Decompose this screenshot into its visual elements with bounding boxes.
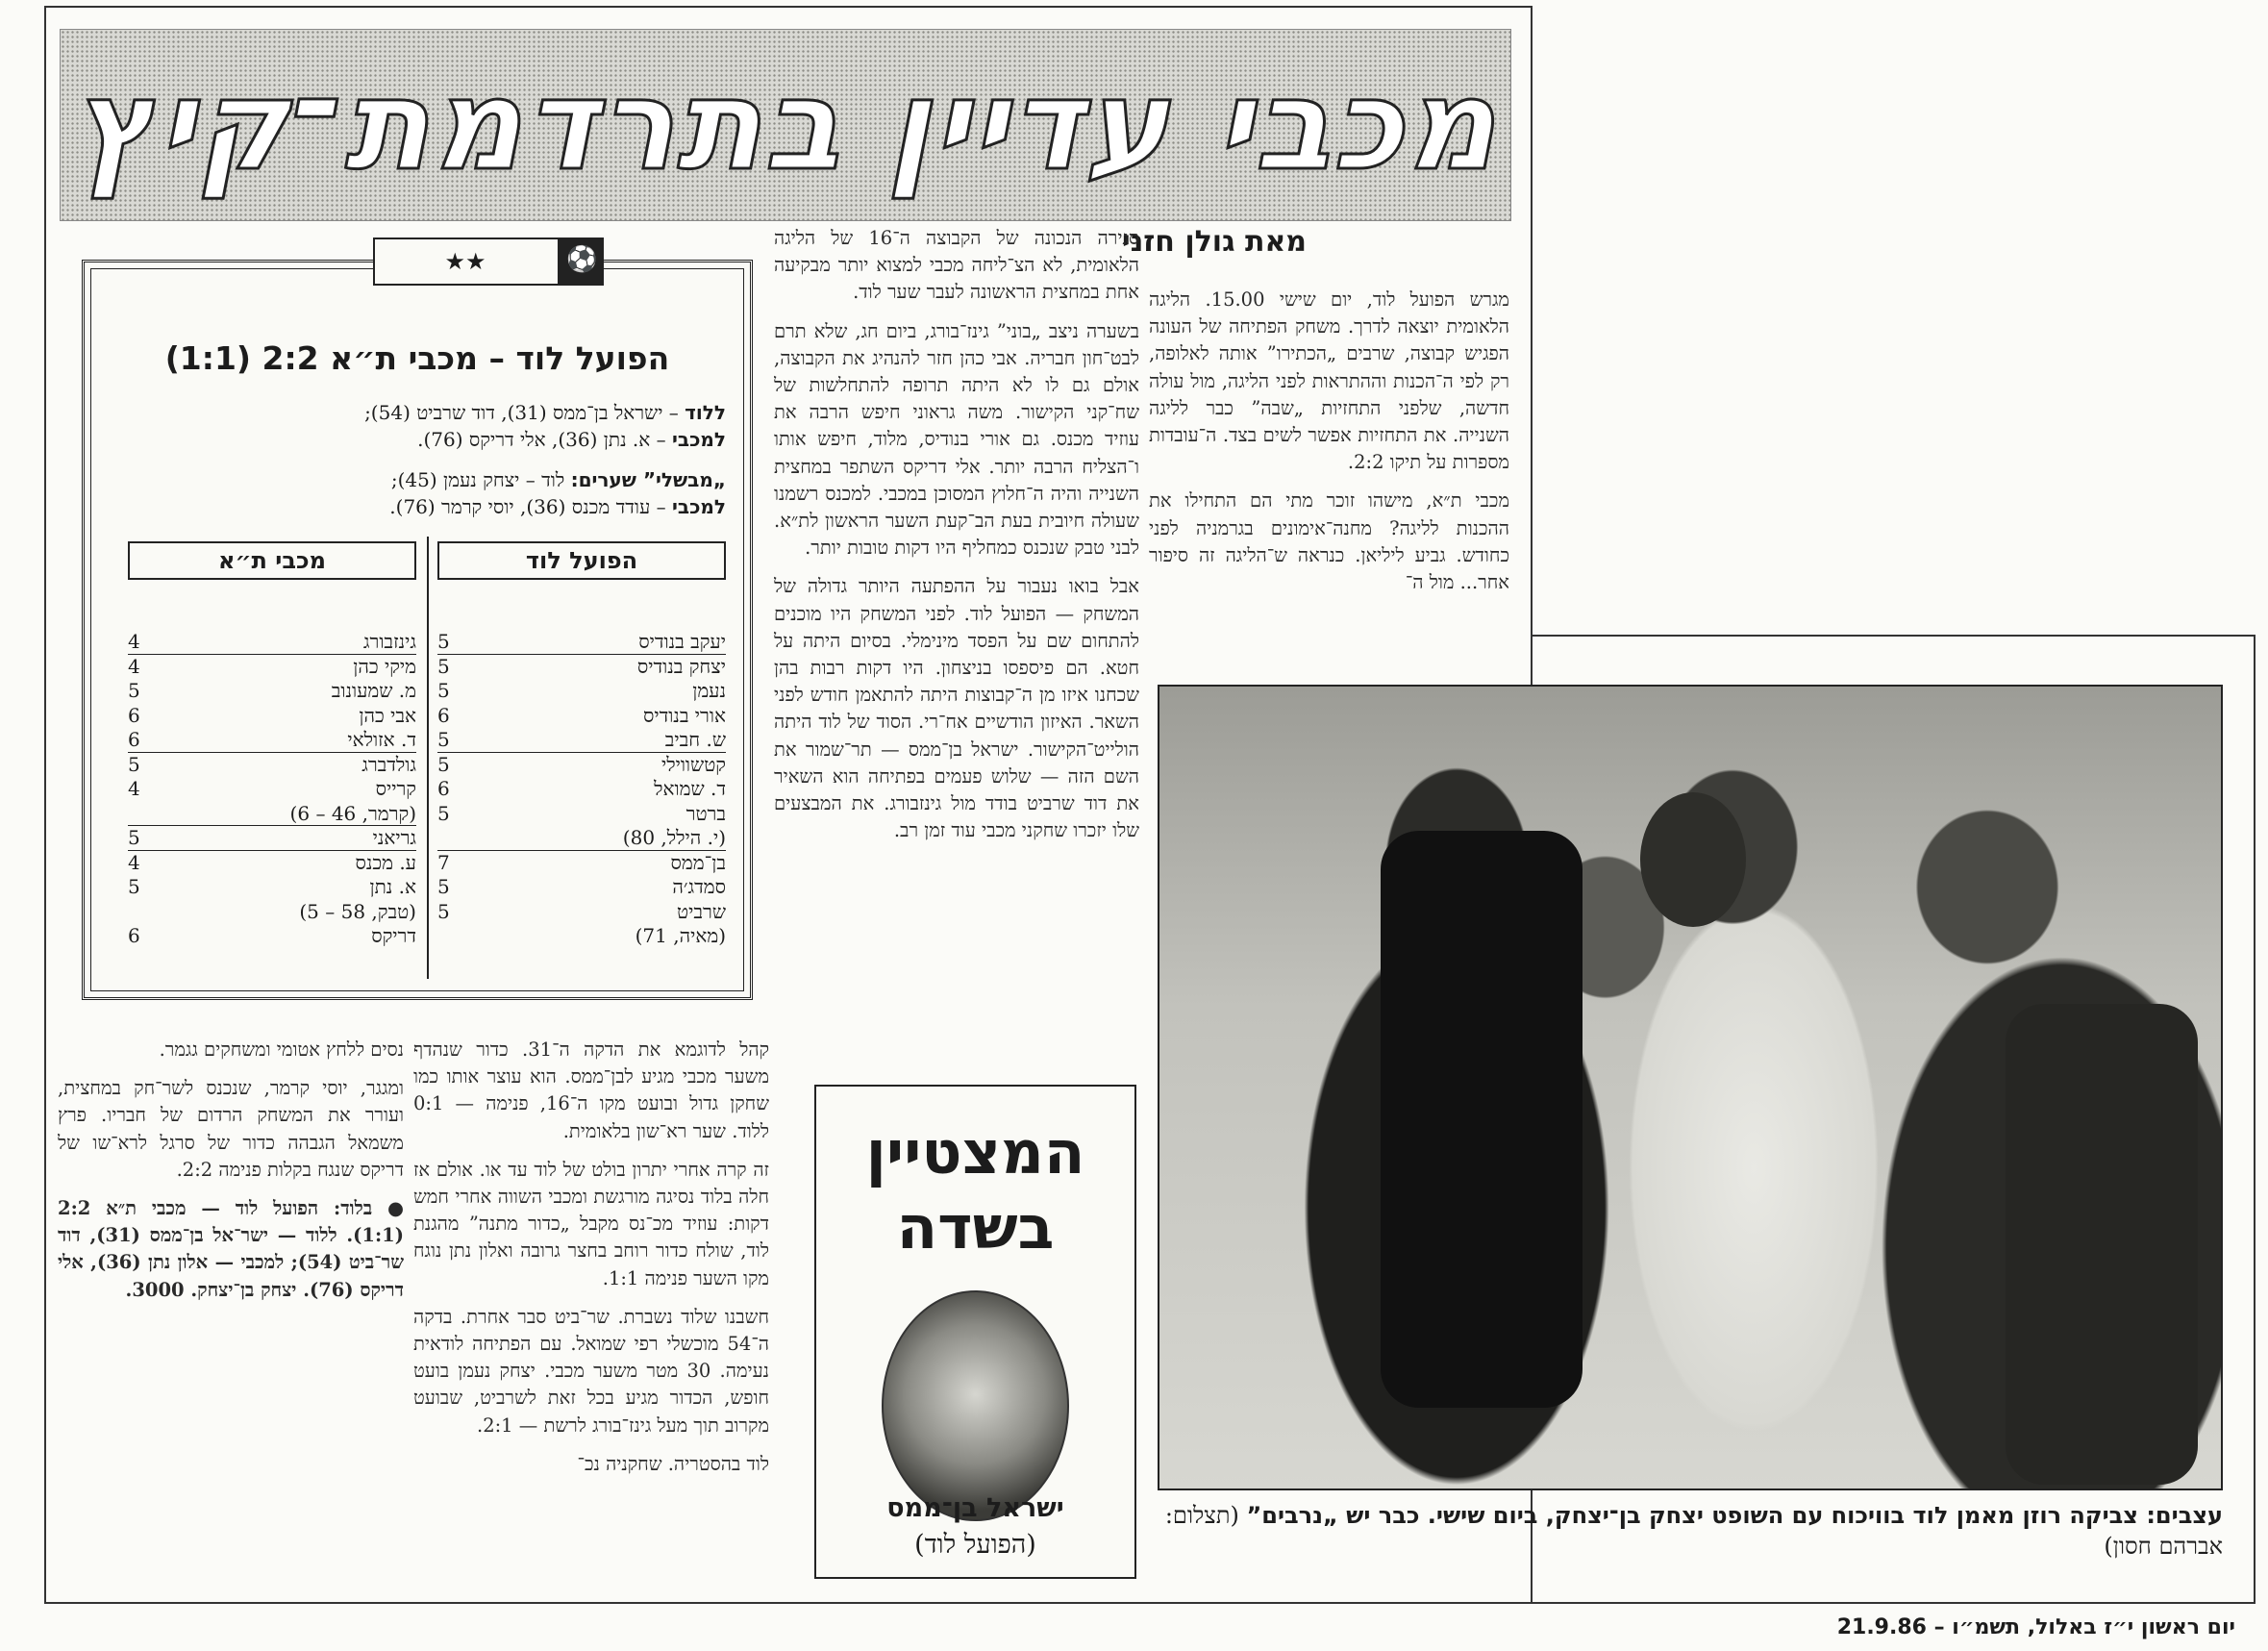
player-row (128, 924, 416, 949)
maccabi-player-list (128, 630, 416, 949)
headline-banner (60, 29, 1511, 221)
player-row (437, 851, 726, 876)
player-name: נעמן (692, 679, 726, 702)
player-name: קרייס (375, 777, 416, 800)
match-photo (1158, 685, 2223, 1490)
player-row (437, 753, 726, 778)
player-name: יעקב בנודיס (638, 630, 726, 653)
player-grade: 6 (128, 924, 140, 947)
player-portrait (882, 1290, 1069, 1521)
maccabi-assists: – עודד מכנס (36), יוסי קרמר (76). (389, 495, 672, 518)
player-name: א. נתן (369, 875, 416, 898)
player-name: קטשווילי (660, 752, 726, 776)
lineup-divider (427, 537, 429, 979)
player-row (437, 875, 726, 900)
headline: מכבי עדיין בתרדמת־קיץ (73, 52, 1498, 198)
paragraph: נסים ללחץ אטומי ומשחקים גגמר. (159, 1038, 404, 1061)
player-grade: 6 (128, 728, 140, 751)
player-of-match-box (814, 1085, 1136, 1579)
player-name: יצחק בנודיס (636, 654, 726, 678)
paragraph: זה קרה אחרי יתרון בולט של לוד עד או. אולם אז חלה בלוד נסיגה מורגשת ומכבי השווה אחרי חמש דקות: עוזיד מכ־נס מקבל „כדור מתנה” מהגנת לוד, שולח כדור רוחב בחצר גרובה ואלון נתן נוגח מקו השער פנימה 1:1. (413, 1158, 769, 1289)
player-grade: 4 (128, 777, 140, 800)
player-name: (מאיה, 71) (635, 924, 726, 947)
player-name: גינזבורג (362, 630, 416, 653)
player-row (128, 900, 416, 925)
player-grade: 4 (128, 654, 140, 678)
player-grade: 5 (437, 899, 450, 923)
player-row (128, 875, 416, 900)
lineup-maccabi-ta (128, 541, 416, 949)
linesman-figure (2006, 1004, 2198, 1485)
player-grade: 5 (128, 875, 140, 898)
player-name: גולדברג (361, 752, 416, 776)
paragraph: לוד בהסטריה. שחקניה נכ־ (577, 1452, 769, 1475)
article-column-1 (1149, 287, 1509, 652)
team-heading-maccabi: מכבי ת״א (128, 541, 416, 580)
paragraph: קהל לדוגמא את הדקה ה־31. כדור שנהדף משער מכבי מגיע לבן־ממס. הוא עוצר אותו כמו שחקן גדול ובועט מקו ה־16, פנימה — 0:1 ללוד. שער רא־שון בלאומית. (413, 1038, 769, 1142)
player-name: ברטר (685, 801, 726, 825)
player-grade: 4 (128, 850, 140, 874)
player-grade: 5 (128, 752, 140, 776)
player-grade: 6 (128, 703, 140, 727)
rating-stars: ★★ (444, 248, 486, 275)
player-name: (קרמר, 46 – 6) (289, 801, 416, 825)
player-name: גריאני (372, 826, 416, 849)
player-row (128, 630, 416, 655)
player-grade: 6 (437, 703, 450, 727)
player-row (437, 900, 726, 925)
title-line: המצטיין (865, 1117, 1085, 1188)
player-name: (י. הילל, 80) (622, 826, 726, 849)
player-name: שרביט (677, 899, 726, 923)
player-name: ד. שמואל (654, 777, 726, 800)
player-name: ד. אזולאי (347, 728, 416, 751)
player-name: מיקי כהן (353, 654, 416, 678)
player-row (437, 704, 726, 729)
player-row (437, 777, 726, 802)
player-row (437, 826, 726, 851)
article-column-4 (58, 1037, 404, 1556)
lod-goals: – ישראל בן־ממס (31), דוד שרביט (54); (364, 401, 685, 424)
player-row (128, 777, 416, 802)
player-grade: 5 (437, 679, 450, 702)
article-column-3 (413, 1037, 769, 1546)
match-scorebox (82, 248, 753, 1000)
football-icon (558, 239, 602, 284)
maccabi-label: למכבי (672, 428, 726, 451)
maccabi-goals: – א. נתן (36), אלי דריקס (76). (417, 428, 672, 451)
article-column-2 (774, 225, 1139, 1033)
player-grade: 7 (437, 850, 450, 874)
paragraph: מגרש הפועל לוד, יום שישי 15.00. הליגה הלאומית יוצאה לדרך. משחק הפתיחה של העונה הפגיש קבוצה, שרבים „הכתירו” אותה לאלופה, רק לפי ה־הכנות וההתראות לפני הליגה, מול עולה חדשה, שלפני התחזיות „שבה” כבר לליגה השנייה. את התחזיות אפשר לשים בצד. ה־עובדות מספרות על תיקו 2:2. (1149, 288, 1509, 474)
player-name: סמדג׳ה (672, 875, 726, 898)
player-grade: 5 (437, 752, 450, 776)
photo-caption (1158, 1500, 2223, 1562)
player-name: דריקס (371, 924, 416, 947)
coach-head (1640, 792, 1746, 927)
player-grade: 5 (437, 875, 450, 898)
player-grade: 5 (437, 801, 450, 825)
player-grade: 5 (128, 826, 140, 849)
byline: מאת גולן חזני (1121, 225, 1307, 259)
match-title: הפועל לוד – מכבי ת״א 2:2 (1:1) (164, 339, 670, 377)
paragraph: בשערה ניצב „בוני” גינז־בורג, ביום חג, שלא תרם לבט־חון חבריה. אבי כהן חזר להנהיג את הקבוצה, אולם גם לו לא היתה תרופה להתחלשות של שח־קני הקישור. משה גראוני חיפש הרבה את עוזיד מכנס. גם אורי בנודיס, מלוד, חיפש אותו ו־הצליח הרבה יותר. אלי דריקס השתפר במחצית השנייה והיה ה־חלוץ המסוכן במכבי. למכנס רשמנו שעולה חיובית בעת הב־קעת השער הראשון לת״א. לבני טבק שנכנס כמחליף היו דקות טובות יותר. (774, 319, 1139, 560)
player-grade: 4 (128, 630, 140, 653)
player-grade: 6 (437, 777, 450, 800)
caption-text: צביקה רוזן מאמן לוד בוויכוח עם השופט יצחק בן־יצחק, ביום שישי. כבר יש „נרבים” (1246, 1502, 2147, 1529)
scorebox-header (373, 238, 604, 286)
referee-figure (1381, 831, 1583, 1408)
paragraph: מכבי ת״א, מישהו זוכר מתי הם התחילו את ההכנות לליגה? מחנה־אימונים בגרמניה לפני כחודש. גביע ליליאן. כנראה ש־הליגה זה סיפור אחר... מול ה־ (1149, 489, 1509, 594)
maccabi-assists-label: למכבי (672, 495, 726, 518)
player-grade: 5 (437, 728, 450, 751)
player-name: אורי בנודיס (642, 703, 726, 727)
player-row (128, 753, 416, 778)
player-name: ישראל בן־ממס (886, 1493, 1064, 1523)
player-row (437, 924, 726, 949)
lineup-hapoel-lod (437, 541, 726, 949)
assists-label: „מבשלי” שערים: (570, 468, 726, 491)
player-row (128, 704, 416, 729)
result-summary: ● בלוד: הפועל לוד — מכבי ת״א 2:2 (1:1). ללוד — ישר־אל בן־ממס (31), דוד שר־ביט (54); למכבי — אלון נתן (36), אלי דריקס (76). יצחק בן־יצחק. 3000. (58, 1197, 404, 1301)
player-grade: 5 (437, 654, 450, 678)
player-row (437, 679, 726, 704)
player-row (128, 826, 416, 851)
player-row (128, 655, 416, 680)
player-grade: 5 (128, 679, 140, 702)
paragraph: סגירה הנכונה של הקבוצה ה־16 של הליגה הלאומית, לא הצ־ליחה מכבי למצוא יותר מבקיעה אחת במחצית הראשונה לעבר שער לוד. (774, 227, 1139, 304)
title-line: בשדה (896, 1192, 1055, 1263)
player-row (437, 655, 726, 680)
lod-label: ללוד (685, 401, 726, 424)
player-name: אבי כהן (359, 703, 416, 727)
player-name: בן־ממס (670, 850, 726, 874)
paragraph: חשבנו שלוד נשברת. שר־ביט סבר אחרת. בדקה ה־54 מוכשלי רפי שמואל. עם הפתיחה לודאית נעימה. 30 מטר משער מכבי. יצחק נעמן בועט חופש, הכדור מגיע בכל זאת לשרביט, שבועט מקרוב תוך מעל גינז־בורג לרשת — 2:1. (413, 1305, 769, 1437)
player-grade: 5 (437, 630, 450, 653)
paragraph: אבל בואו נעבור על ההפתעה היותר גדולה של המשחק — הפועל לוד. לפני המשחק היו מוכנים להתחום שם על הפסד מינימלי. בסיום היתה על חטא. הם פיספסו בניצחון. היו דקות רבות בהן שכחנו איזו מן ה־קבוצות היתה להתאמן חודש לפני השאר. האיזון הודשיים אח־רי. הסוד של לוד היתה הולייט־הקישור. ישראל בן־ממס — תר־שמור את השם הזה — שלוש פעמים בפתיחה הוא השאיר את דוד שרביט בודד מול גינזבורג. את המבצעים שלו יזכרו שחקני מכבי עוד זמן רב. (774, 575, 1139, 842)
player-row (128, 802, 416, 827)
player-row (437, 728, 726, 753)
publication-date: יום ראשון י״ז באלול, תשמ״ו – 21.9.86 (1836, 1615, 2235, 1639)
lod-player-list (437, 630, 726, 949)
player-name: ע. מכנס (355, 850, 416, 874)
paragraph: ומגגר, יוסי קרמר, שנכנס לשר־חק במחצית, ועורר את המשחק הרדום של חבריו. פרץ משמאל הגבהה כדור של סרגל לרא־שו של דריקס שנגח בקלות פנימה 2:2. (58, 1077, 404, 1181)
player-name: מ. שמעונוב (331, 679, 416, 702)
goal-scorers (123, 399, 726, 520)
player-team: (הפועל לוד) (914, 1530, 1036, 1560)
team-heading-lod: הפועל לוד (437, 541, 726, 580)
photo-credit: (תצלום: אברהם חסון) (1164, 1502, 2223, 1560)
player-row (128, 851, 416, 876)
player-row (437, 630, 726, 655)
player-name: (טבק, 58 – 5) (299, 899, 416, 923)
player-of-match-title (816, 1115, 1134, 1265)
player-name: ש. חביב (664, 728, 726, 751)
player-row (128, 679, 416, 704)
lod-assists: לוד – יצחק נעמן (45); (390, 468, 571, 491)
player-row (128, 728, 416, 753)
caption-label: עצבים: (2146, 1502, 2223, 1529)
player-row (437, 802, 726, 827)
